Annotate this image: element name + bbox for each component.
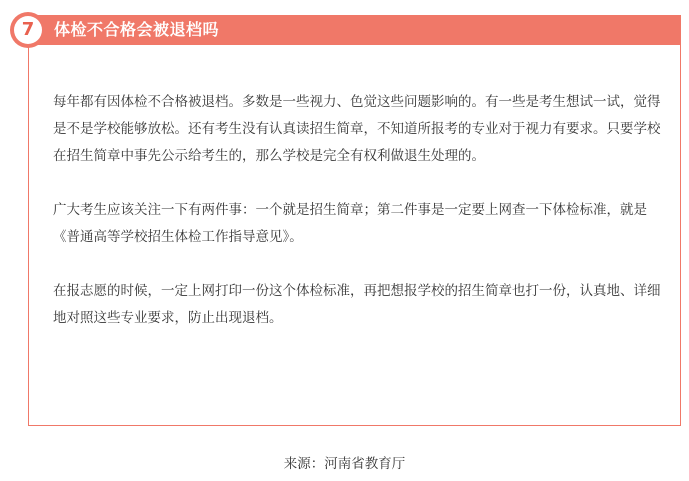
source-credit: 来源：河南省教育厅 (283, 456, 406, 472)
paragraph-2: 广大考生应该关注一下有两件事：一个就是招生简章；第二件事是一定要上网查一下体检标准，就是《普通高等学校招生体检工作指导意见》。 (53, 202, 647, 245)
paragraph-1: 每年都有因体检不合格被退档。多数是一些视力、色觉这些问题影响的。有一些是考生想试一试，觉得是不是学校能够放松。还有考生没有认真读招生简章，不知道所报考的专业对于视力有要求。只要学校在招生简章中事先公示给考生的，那么学校是完全有权利做退生处理的。 (53, 94, 661, 164)
section-title: 体检不合格会被退档吗 (54, 20, 220, 39)
article-body (53, 89, 665, 359)
paragraph-3: 在报志愿的时候，一定上网打印一份这个体检标准，再把想报学校的招生简章也打一份，认真地、详细地对照这些专业要求，防止出现退档。 (53, 283, 661, 326)
section-number: 7 (14, 16, 42, 44)
